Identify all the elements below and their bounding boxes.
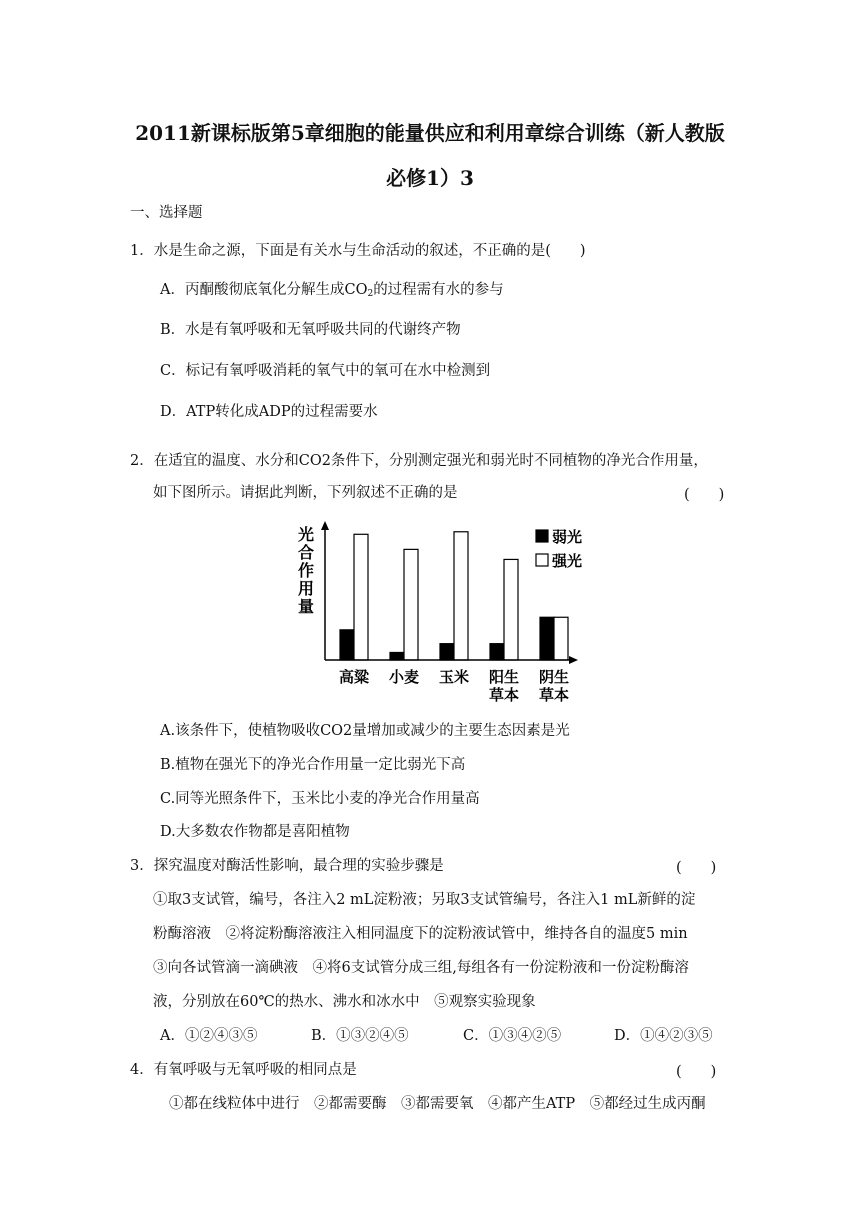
- question-4-text-line-1: ①都在线粒体中进行 ②都需要酶 ③都需要氧 ④都产生ATP ⑤都经过生成丙酮: [169, 1096, 706, 1112]
- bar-强光-2: [454, 532, 468, 660]
- bar-弱光-2: [440, 644, 454, 660]
- question-3-option-d: D．①④②③⑤: [614, 1028, 713, 1044]
- category-label-4-0: 阴生: [538, 668, 570, 686]
- legend-label-弱光: 弱光: [552, 528, 583, 546]
- bar-弱光-3: [490, 644, 504, 660]
- bar-强光-0: [354, 534, 368, 660]
- bars: [340, 532, 568, 660]
- question-4-answer-bracket: ( ): [676, 1064, 717, 1080]
- question-2-stem-line-2: 如下图所示。请据此判断，下列叙述不正确的是: [153, 485, 458, 501]
- question-1-option-c: C．标记有氧呼吸消耗的氧气中的氧可在水中检测到: [160, 363, 491, 379]
- category-labels: [339, 668, 569, 704]
- question-2-option-a: A.该条件下，使植物吸收CO2量增加或减少的主要生态因素是光: [160, 723, 570, 739]
- question-4-stem: 4．有氧呼吸与无氧呼吸的相同点是: [130, 1062, 357, 1078]
- category-label-2-0: 玉米: [438, 668, 470, 686]
- question-3-answer-bracket: ( ): [676, 860, 717, 876]
- question-3-stem: 3．探究温度对酶活性影响，最合理的实验步骤是: [130, 858, 444, 874]
- question-1-option-d: D．ATP转化成ADP的过程需要水: [160, 404, 378, 420]
- bar-强光-3: [504, 559, 518, 660]
- option-a-text: A．丙酮酸彻底氧化分解生成CO: [160, 282, 368, 298]
- category-label-3-1: 草本: [488, 686, 520, 704]
- legend-swatch-强光: [536, 554, 548, 566]
- question-3-text-line-4: 液，分别放在60℃的热水、沸水和冰水中 ⑤观察实验现象: [153, 994, 536, 1010]
- bar-弱光-1: [390, 652, 404, 660]
- category-label-0-0: 高粱: [338, 668, 370, 686]
- question-2-option-b: B.植物在强光下的净光合作用量一定比弱光下高: [160, 757, 466, 773]
- question-1-option-b: B．水是有氧呼吸和无氧呼吸共同的代谢终产物: [160, 322, 461, 338]
- document-title-line-1: 2011新课标版第5章细胞的能量供应和利用章综合训练（新人教版: [135, 121, 725, 145]
- question-3-option-a: A．①②④③⑤: [160, 1028, 258, 1044]
- question-2-stem-line-1: 2．在适宜的温度、水分和CO2条件下，分别测定强光和弱光时不同植物的净光合作用量，: [130, 453, 708, 469]
- category-label-4-1: 草本: [538, 686, 570, 704]
- question-3-text-line-1: ①取3支试管，编号，各注入2 mL淀粉液；另取3支试管编号，各注入1 mL新鲜的淀: [153, 892, 696, 908]
- question-2-option-d: D.大多数农作物都是喜阳植物: [160, 824, 350, 840]
- legend-swatch-弱光: [536, 530, 548, 542]
- document-title-line-2: 必修1）3: [386, 166, 474, 190]
- question-1-option-a: [160, 280, 504, 304]
- question-1-stem: 1．水是生命之源，下面是有关水与生命活动的叙述，不正确的是( ): [130, 243, 586, 259]
- question-2-option-c: C.同等光照条件下，玉米比小麦的净光合作用量高: [160, 791, 480, 807]
- y-axis-label-text: 光合作用量: [298, 525, 315, 616]
- bar-强光-4: [554, 617, 568, 660]
- y-axis-arrow: [321, 521, 329, 530]
- question-3-option-c: C．①③④②⑤: [463, 1028, 562, 1044]
- category-label-3-0: 阳生: [488, 668, 520, 686]
- bar-强光-1: [404, 549, 418, 660]
- co2-subscript: 2: [367, 289, 374, 299]
- x-axis-arrow: [569, 656, 578, 664]
- bar-弱光-0: [340, 630, 354, 660]
- legend: [536, 528, 582, 570]
- question-3-text-line-2: 粉酶溶液 ②将淀粉酶溶液注入相同温度下的淀粉液试管中，维持各自的温度5 min: [153, 926, 688, 942]
- question-3-text-line-3: ③向各试管滴一滴碘液 ④将6支试管分成三组,每组各有一份淀粉液和一份淀粉酶溶: [153, 960, 689, 976]
- question-2-answer-bracket: ( ): [684, 487, 725, 503]
- category-label-1-0: 小麦: [388, 668, 420, 686]
- legend-label-强光: 强光: [552, 552, 583, 570]
- question-3-option-b: B．①③②④⑤: [311, 1028, 409, 1044]
- section-heading: 一、选择题: [130, 205, 203, 221]
- option-a-text-end: 的过程需有水的参与: [373, 282, 504, 298]
- bar-chart: [290, 518, 590, 708]
- bar-弱光-4: [540, 617, 554, 660]
- y-axis-label: [298, 525, 314, 616]
